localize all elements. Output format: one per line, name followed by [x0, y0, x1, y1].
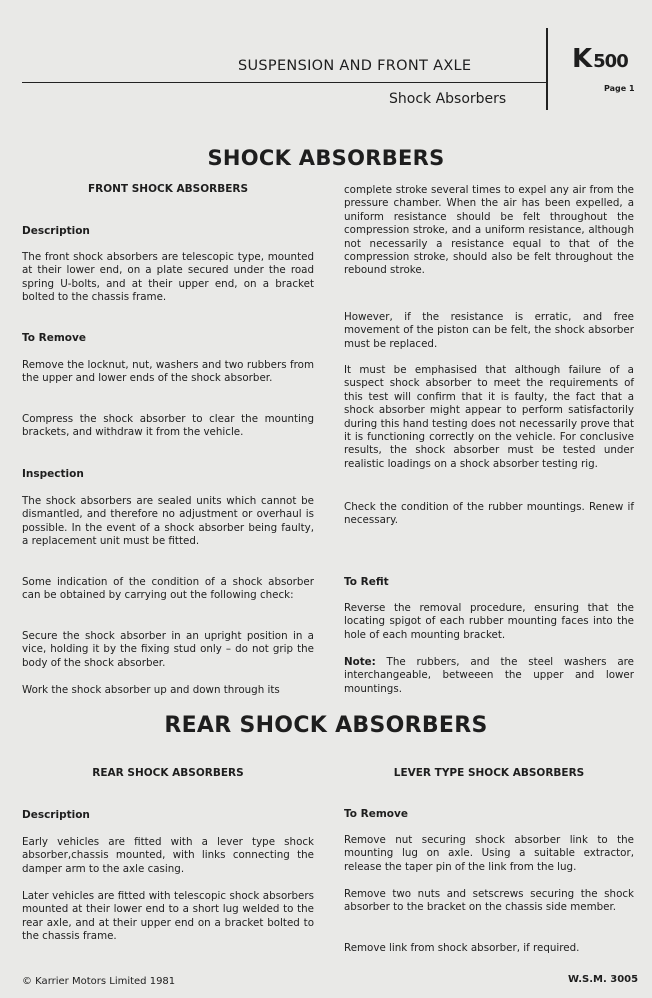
lever-heading: LEVER TYPE SHOCK ABSORBERS: [393, 767, 585, 779]
front-right-text-3: It must be emphasised that although failure of a suspect shock absorber to meet the requirements of this test will confirm that it is faulty, the fact that a shock absorber might appear to perform satisfactorily during this hand testing does not necessarily prove that it is functioning correctly on the vehicle. For conclusive results, the shock absorber must be tested under realistic loadings on a shock absorber testing rig.: [344, 364, 634, 470]
front-inspection-text-3: Secure the shock absorber in an upright position in a vice, holding it by the fixing stud only – do not grip the body of the shock absorber.: [22, 630, 314, 669]
manual-reference: W.S.M. 3005: [568, 974, 639, 985]
manual-code: [572, 44, 628, 74]
rear-description-heading: Description: [22, 809, 90, 821]
lever-remove-heading: To Remove: [344, 808, 408, 820]
subsection-title: Shock Absorbers: [389, 91, 507, 107]
front-remove-text-2: Compress the shock absorber to clear the mounting brackets, and withdraw it from the vehicle.: [22, 413, 314, 439]
front-heading: FRONT SHOCK ABSORBERS: [87, 183, 249, 195]
lever-remove-text-1: Remove nut securing shock absorber link to the mounting lug on axle. Using a suitable extractor, release the taper pin of the link from the lug.: [344, 834, 634, 873]
front-refit-text: Reverse the removal procedure, ensuring that the locating spigot of each rubber mounting faces into the hole of each mounting bracket.: [344, 602, 634, 641]
page-number: Page 1: [604, 84, 635, 93]
front-right-text-1: complete stroke several times to expel any air from the pressure chamber. When the air has been expelled, a uniform resistance should be felt throughout the compression stroke, and a uniform resistance, although not necessarily a resistance equal to that of the compression stroke, should also be felt throughout the rebound stroke.: [344, 184, 634, 277]
rear-heading: REAR SHOCK ABSORBERS: [92, 767, 244, 779]
front-inspection-text-4: Work the shock absorber up and down through its: [22, 684, 280, 696]
rear-description-text-1: Early vehicles are fitted with a lever type shock absorber,chassis mounted, with links connecting the damper arm to the axle casing.: [22, 836, 314, 875]
note-text: The rubbers, and the steel washers are interchangeable, betweeen the upper and lower mountings.: [344, 656, 634, 695]
page-title: SHOCK ABSORBERS: [207, 146, 445, 170]
note-label: Note:: [344, 656, 376, 668]
front-inspection-heading: Inspection: [22, 468, 84, 480]
section-title: SUSPENSION AND FRONT AXLE: [238, 58, 472, 74]
front-inspection-text-2: Some indication of the condition of a shock absorber can be obtained by carrying out the following check:: [22, 576, 314, 602]
front-description-heading: Description: [22, 225, 90, 237]
lever-remove-text-3: Remove link from shock absorber, if required.: [344, 942, 580, 954]
manual-code-number: 500: [593, 51, 628, 72]
front-note: [344, 656, 634, 696]
front-remove-text-1: Remove the locknut, nut, washers and two rubbers from the upper and lower ends of the shock absorber.: [22, 359, 314, 385]
front-right-text-4: Check the condition of the rubber mountings. Renew if necessary.: [344, 501, 634, 527]
header-rule: [22, 82, 548, 83]
copyright: © Karrier Motors Limited 1981: [22, 976, 176, 987]
front-remove-heading: To Remove: [22, 332, 86, 344]
header-divider: [546, 28, 548, 110]
lever-remove-text-2: Remove two nuts and setscrews securing the shock absorber to the bracket on the chassis side member.: [344, 888, 634, 914]
rear-title: REAR SHOCK ABSORBERS: [164, 713, 488, 738]
front-refit-heading: To Refit: [344, 576, 389, 588]
front-right-text-2: However, if the resistance is erratic, and free movement of the piston can be felt, the shock absorber must be replaced.: [344, 311, 634, 350]
rear-description-text-2: Later vehicles are fitted with telescopic shock absorbers mounted at their lower end to a short lug welded to the rear axle, and at their upper end on a bracket bolted to the chassis frame.: [22, 890, 314, 943]
front-description-text: The front shock absorbers are telescopic type, mounted at their lower end, on a plate secured under the road spring U-bolts, and at their upper end, on a bracket bolted to the chassis frame.: [22, 251, 314, 304]
manual-code-letter: K: [572, 44, 592, 74]
front-inspection-text-1: The shock absorbers are sealed units which cannot be dismantled, and therefore no adjustment or overhaul is possible. In the event of a shock absorber being faulty, a replacement unit must be fitted.: [22, 495, 314, 548]
